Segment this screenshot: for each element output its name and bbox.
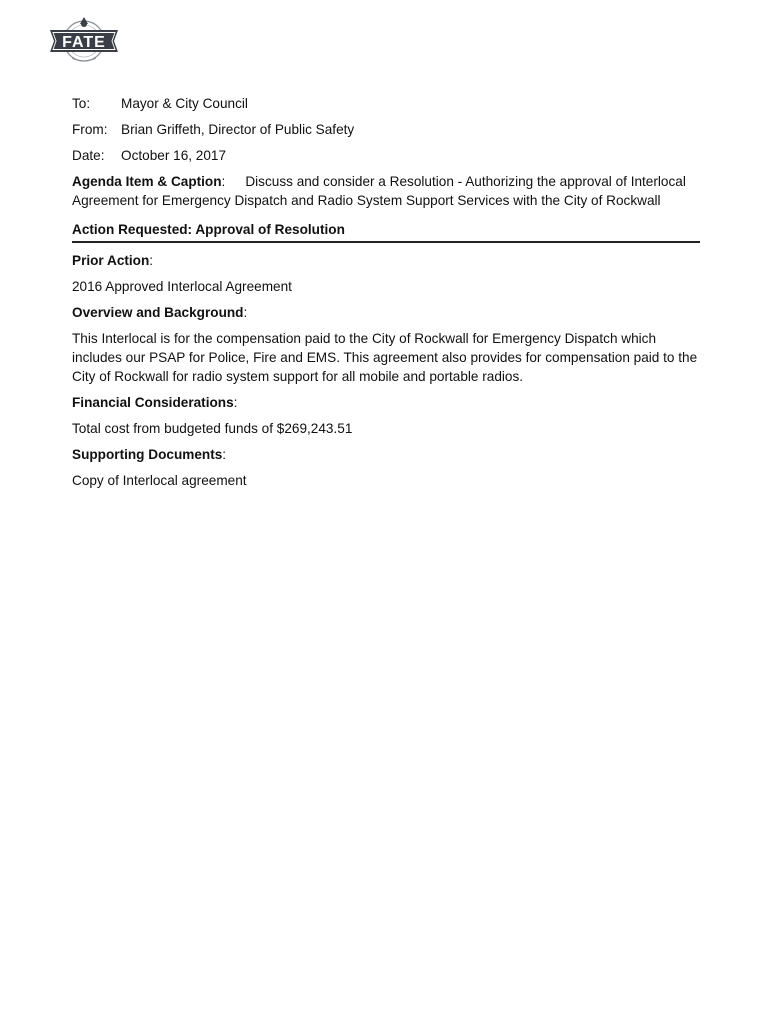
overview-heading [72,303,700,322]
financial-colon: : [233,395,238,410]
date-label: Date: [72,148,105,163]
action-requested: Action Requested: Approval of Resolution [72,220,700,243]
date-row [72,146,700,165]
prior-action-label: Prior Action [72,253,150,268]
memo-body [72,94,700,497]
overview-colon: : [243,305,248,320]
supporting-colon: : [222,447,227,462]
overview-body: This Interlocal is for the compensation paid to the City of Rockwall for Emergency Dispatch which includes our PSAP for Police, Fire and EMS. This agreement also provides for compensation paid to the City of Rockwall for radio system support for all mobile and portable radios. [72,331,698,384]
caption-text: Discuss and consider a Resolution - Authorizing the approval of Interlocal Agreement for Emergency Dispatch and Radio System Support Services with the City of Rockwall [72,174,686,208]
agenda-caption [72,172,700,210]
to-row [72,94,700,113]
from-label: From: [72,122,108,137]
supporting-heading [72,445,700,464]
city-of-fate-logo [44,14,124,66]
to-value: Mayor & City Council [121,96,248,111]
to-label: To: [72,96,91,111]
svg-text:FATE: FATE [62,34,106,51]
prior-action-heading [72,251,700,270]
supporting-body: Copy of Interlocal agreement [72,473,247,488]
prior-action-colon: : [149,253,154,268]
caption-colon: : [221,174,226,189]
financial-label: Financial Considerations [72,395,234,410]
from-value: Brian Griffeth, Director of Public Safety [121,122,355,137]
prior-action-body: 2016 Approved Interlocal Agreement [72,279,292,294]
financial-heading [72,393,700,412]
financial-body: Total cost from budgeted funds of $269,243.51 [72,421,353,436]
caption-label: Agenda Item & Caption [72,174,222,189]
from-row [72,120,700,139]
date-value: October 16, 2017 [121,148,227,163]
supporting-label: Supporting Documents [72,447,223,462]
overview-label: Overview and Background [72,305,244,320]
